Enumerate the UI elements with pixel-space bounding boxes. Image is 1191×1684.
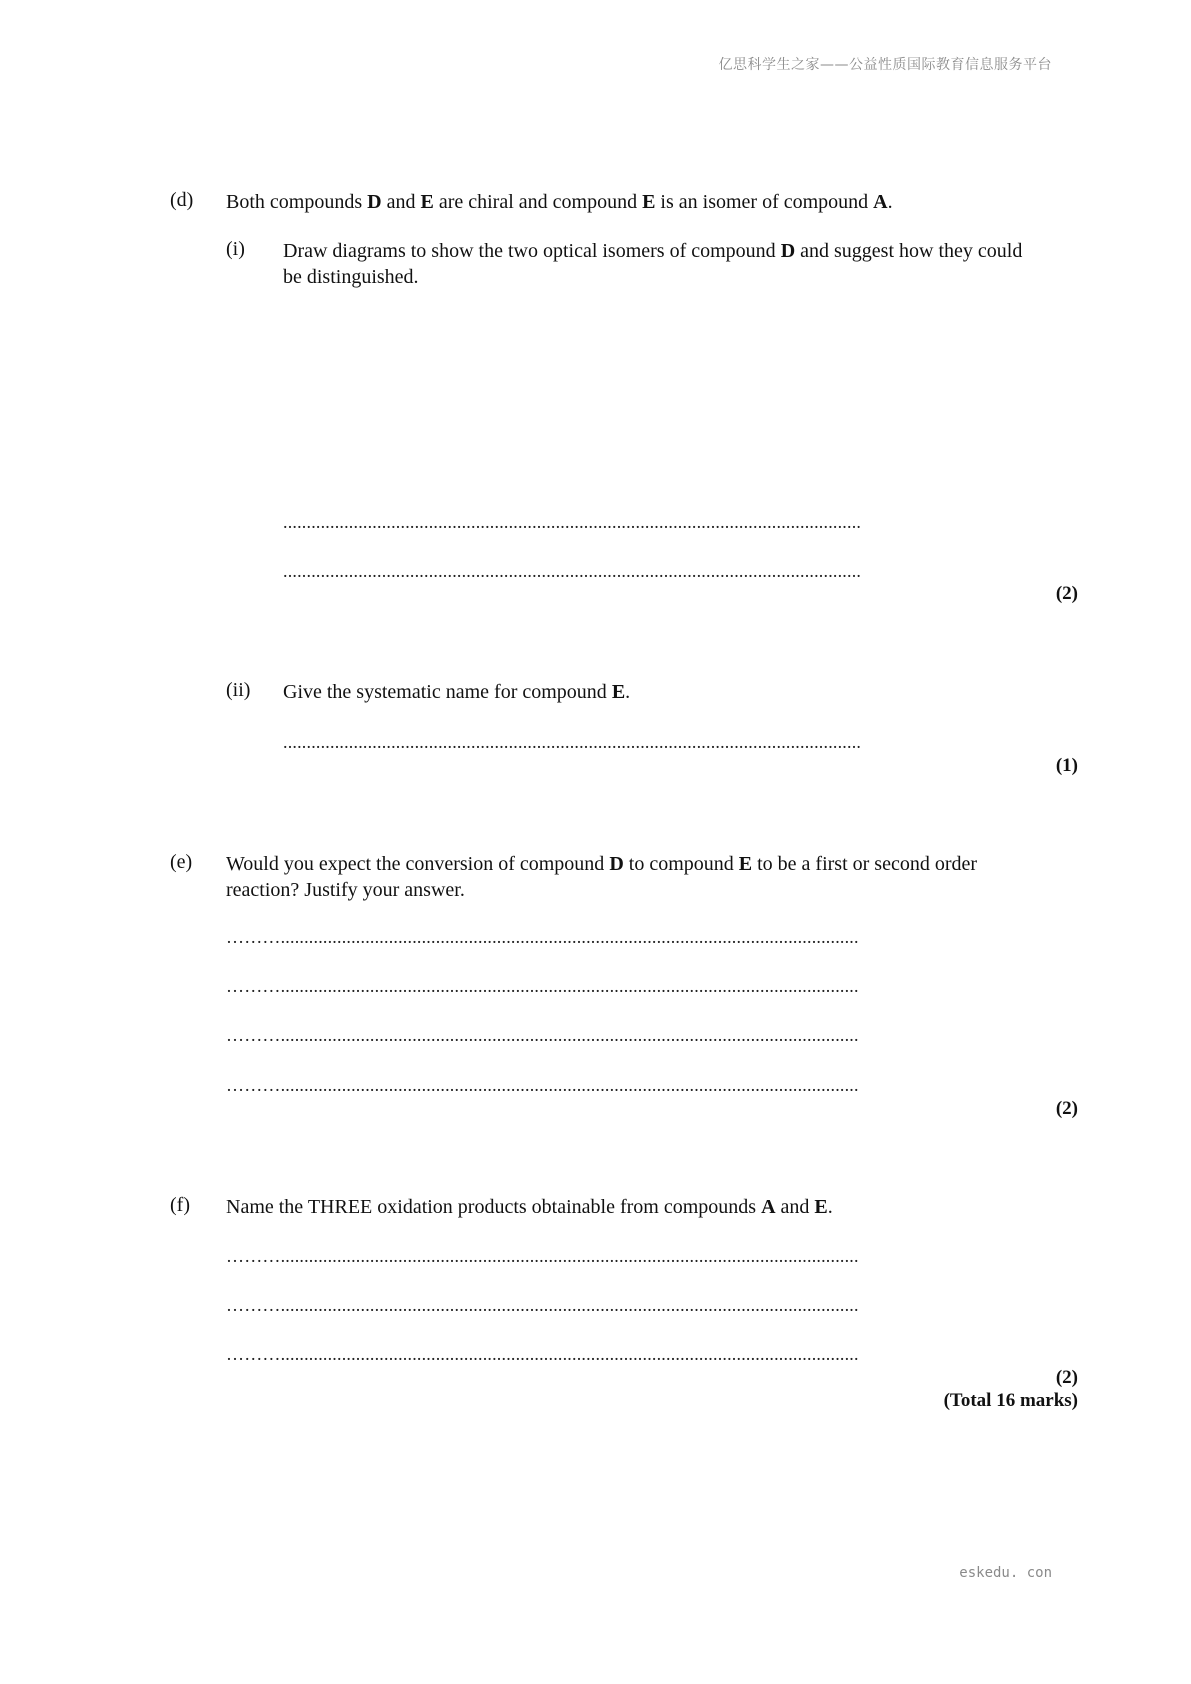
answer-line-e-1[interactable]: ………........................................................................................................................... xyxy=(226,927,859,947)
page-header-text: 亿思科学生之家——公益性质国际教育信息服务平台 xyxy=(718,57,1052,73)
subquestion-d-ii-text: Give the systematic name for compound E. xyxy=(283,681,631,703)
answer-line-e-4[interactable]: ………........................................................................................................................... xyxy=(226,1075,859,1095)
answer-line-d-ii-1[interactable]: ........................................................................................................................... xyxy=(283,732,862,752)
subquestion-label-d-ii: (ii) xyxy=(226,679,251,701)
mark-d-ii: (1) xyxy=(1055,755,1078,776)
question-d-text: Both compounds D and E are chiral and compound E is an isomer of compound A. xyxy=(226,191,893,213)
answer-line-e-2[interactable]: ………........................................................................................................................... xyxy=(226,976,859,996)
question-f-text: Name the THREE oxidation products obtainable from compounds A and E. xyxy=(226,1196,833,1218)
mark-d-i: (2) xyxy=(1055,583,1078,604)
mark-f: (2) xyxy=(1055,1367,1078,1388)
page-footer-text: eskedu. con xyxy=(959,1565,1052,1581)
question-label-f: (f) xyxy=(170,1194,190,1216)
subquestion-label-d-i: (i) xyxy=(226,238,245,260)
answer-line-f-1[interactable]: ………........................................................................................................................... xyxy=(226,1246,859,1266)
answer-line-f-3[interactable]: ………........................................................................................................................... xyxy=(226,1344,859,1364)
mark-e: (2) xyxy=(1055,1098,1078,1119)
question-e-text: Would you expect the conversion of compound D to compound E to be a first or second order reaction? Justify your answer. xyxy=(226,853,978,901)
total-marks: (Total 16 marks) xyxy=(943,1390,1078,1411)
answer-line-e-3[interactable]: ………........................................................................................................................... xyxy=(226,1025,859,1045)
answer-line-d-i-1[interactable]: ........................................................................................................................... xyxy=(283,512,862,532)
question-label-d: (d) xyxy=(170,189,194,211)
question-label-e: (e) xyxy=(170,851,193,873)
subquestion-d-i-text: Draw diagrams to show the two optical isomers of compound D and suggest how they could be distinguished. xyxy=(283,240,1023,288)
answer-line-f-2[interactable]: ………........................................................................................................................... xyxy=(226,1295,859,1315)
answer-line-d-i-2[interactable]: ........................................................................................................................... xyxy=(283,561,862,581)
